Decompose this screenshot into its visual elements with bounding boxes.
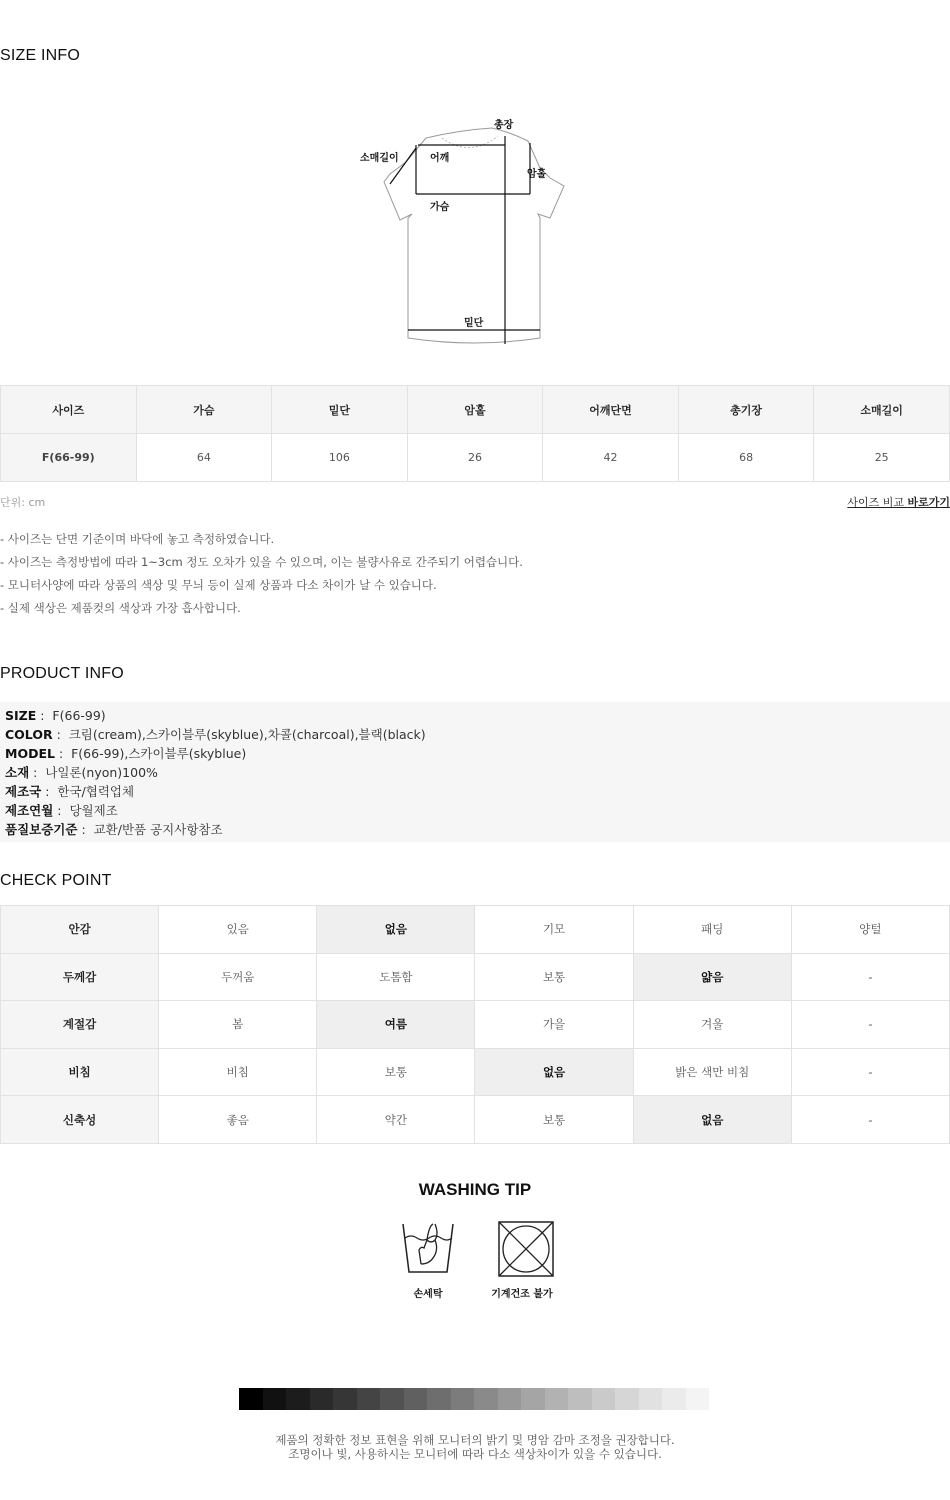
check-option: 보통 [317, 1048, 475, 1096]
note-line: - 사이즈는 단면 기준이며 바닥에 놓고 측정하였습니다. [0, 532, 275, 546]
header-cell: 소매길이 [814, 386, 950, 434]
check-row-label: 비침 [1, 1048, 159, 1096]
value-cell: 68 [678, 434, 814, 482]
check-point-table [0, 905, 950, 1144]
grayscale-swatch [498, 1388, 522, 1410]
grayscale-swatch [380, 1388, 404, 1410]
grayscale-swatch [592, 1388, 616, 1410]
product-info-row: MODEL : F(66-99),스카이블루(skyblue) [5, 746, 247, 761]
note-line: - 모니터사양에 따라 상품의 색상 및 무늬 등이 실제 상품과 다소 차이가 날 수 있습니다. [0, 578, 437, 592]
size-table [0, 385, 950, 482]
grayscale-swatch [568, 1388, 592, 1410]
label-total-length: 총장 [494, 120, 514, 131]
check-row-label: 신축성 [1, 1096, 159, 1144]
product-info-row: 제조연월 : 당월제조 [5, 803, 118, 818]
check-option: - [791, 1048, 949, 1096]
table-row [1, 906, 950, 954]
header-cell: 총기장 [678, 386, 814, 434]
value-cell: 25 [814, 434, 950, 482]
check-option-selected: 얇음 [633, 953, 791, 1001]
compare-prefix: 사이즈 비교 [847, 496, 904, 509]
value-cell: 106 [272, 434, 408, 482]
check-row-label: 계절감 [1, 1001, 159, 1049]
check-row-label: 두께감 [1, 953, 159, 1001]
size-info-title: SIZE INFO [0, 47, 81, 64]
label-sleeve-length: 소매길이 [360, 153, 399, 164]
table-row [1, 434, 950, 482]
size-notes [0, 528, 523, 620]
grayscale-swatch [239, 1388, 263, 1410]
check-row-label: 안감 [1, 906, 159, 954]
table-row [1, 1001, 950, 1049]
header-cell: 가슴 [136, 386, 272, 434]
check-option: 도톰함 [317, 953, 475, 1001]
wash-item-hand-wash [397, 1220, 459, 1300]
product-info-row: 품질보증기준 : 교환/반품 공지사항참조 [5, 822, 223, 837]
footer-line: 조명이나 빛, 사용하시는 모니터에 따라 다소 색상차이가 있을 수 있습니다. [288, 1447, 662, 1461]
check-option: 약간 [317, 1096, 475, 1144]
check-option: 겨울 [633, 1001, 791, 1049]
check-option: - [791, 953, 949, 1001]
wash-item-no-tumble-dry [486, 1220, 558, 1300]
check-option-selected: 없음 [317, 906, 475, 954]
check-option: 기모 [475, 906, 633, 954]
check-option: 밝은 색만 비침 [633, 1048, 791, 1096]
grayscale-swatch [451, 1388, 475, 1410]
label-chest: 가슴 [430, 202, 450, 213]
grayscale-swatch [263, 1388, 287, 1410]
table-row [1, 1048, 950, 1096]
grayscale-swatch [404, 1388, 428, 1410]
washing-tip-title: WASHING TIP [418, 1180, 532, 1199]
wash-item-label: 손세탁 [413, 1289, 443, 1300]
header-cell: 사이즈 [1, 386, 137, 434]
value-cell: 42 [543, 434, 679, 482]
header-cell: 밑단 [272, 386, 408, 434]
product-info-box [0, 702, 950, 842]
grayscale-swatch [474, 1388, 498, 1410]
grayscale-swatch [427, 1388, 451, 1410]
footer-notice [0, 1433, 950, 1461]
check-option: 봄 [159, 1001, 317, 1049]
note-line: - 실제 색상은 제품컷의 색상과 가장 흡사합니다. [0, 601, 241, 615]
grayscale-bar [239, 1388, 709, 1410]
check-option: 보통 [475, 953, 633, 1001]
grayscale-swatch [521, 1388, 545, 1410]
product-info-title: PRODUCT INFO [0, 665, 124, 682]
grayscale-swatch [333, 1388, 357, 1410]
check-point-title: CHECK POINT [0, 872, 112, 889]
no-tumble-dry-icon [497, 1220, 555, 1278]
product-info-row: 소재 : 나일론(nyon)100% [5, 765, 158, 780]
grayscale-swatch [286, 1388, 310, 1410]
grayscale-swatch [310, 1388, 334, 1410]
grayscale-swatch [545, 1388, 569, 1410]
check-option: - [791, 1096, 949, 1144]
check-option: 좋음 [159, 1096, 317, 1144]
wash-item-label: 기계건조 불가 [491, 1289, 553, 1300]
size-cell: F(66-99) [1, 434, 137, 482]
unit-label: 단위: cm [0, 496, 46, 509]
size-compare-link[interactable] [847, 494, 950, 510]
table-row [1, 1096, 950, 1144]
check-option: 보통 [475, 1096, 633, 1144]
product-info-row: SIZE : F(66-99) [5, 708, 106, 723]
size-diagram [340, 108, 590, 358]
check-option-selected: 여름 [317, 1001, 475, 1049]
check-option: 있음 [159, 906, 317, 954]
product-info-row: 제조국 : 한국/협력업체 [5, 784, 135, 799]
header-cell: 어깨단면 [543, 386, 679, 434]
compare-link-text: 바로가기 [907, 496, 950, 509]
grayscale-swatch [639, 1388, 663, 1410]
label-shoulder: 어깨 [430, 153, 450, 164]
check-option: 양털 [791, 906, 949, 954]
label-hem: 밑단 [464, 318, 484, 329]
check-option: 패딩 [633, 906, 791, 954]
check-option: 비침 [159, 1048, 317, 1096]
value-cell: 64 [136, 434, 272, 482]
size-table-header [1, 386, 950, 434]
label-armhole: 암홀 [527, 169, 547, 180]
check-option: 두꺼움 [159, 953, 317, 1001]
grayscale-swatch [662, 1388, 686, 1410]
header-cell: 암홀 [407, 386, 543, 434]
note-line: - 사이즈는 측정방법에 따라 1~3cm 정도 오차가 있을 수 있으며, 이는 불량사유로 간주되기 어렵습니다. [0, 555, 523, 569]
grayscale-swatch [686, 1388, 710, 1410]
check-option: 가을 [475, 1001, 633, 1049]
check-option-selected: 없음 [633, 1096, 791, 1144]
grayscale-swatch [357, 1388, 381, 1410]
hand-wash-icon [399, 1220, 457, 1278]
check-option-selected: 없음 [475, 1048, 633, 1096]
product-info-row: COLOR : 크림(cream),스카이블루(skyblue),차콜(charcoal),블랙(black) [5, 727, 426, 742]
check-option: - [791, 1001, 949, 1049]
grayscale-swatch [615, 1388, 639, 1410]
table-row [1, 953, 950, 1001]
footer-line: 제품의 정확한 정보 표현을 위해 모니터의 밝기 및 명암 감마 조정을 권장합니다. [275, 1433, 675, 1447]
value-cell: 26 [407, 434, 543, 482]
